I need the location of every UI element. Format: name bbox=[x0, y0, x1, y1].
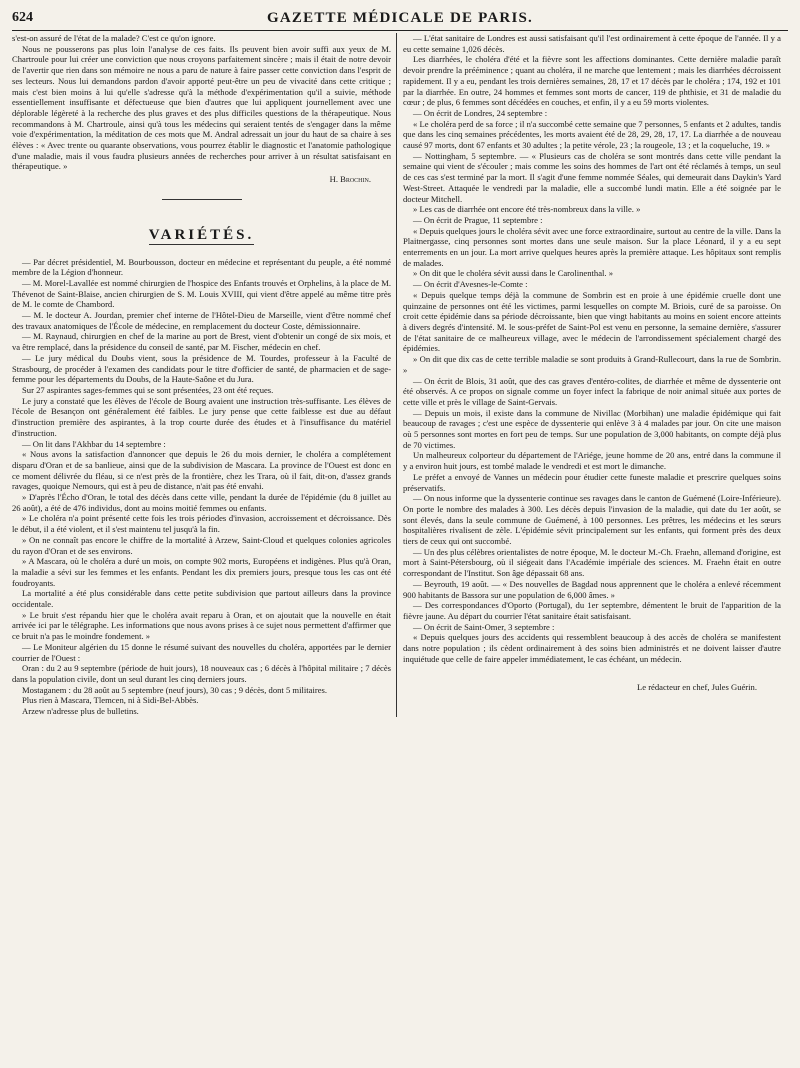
paragraph: La mortalité a été plus considérable dans cette petite subdivision que partout ailleurs dans la province occidentale. bbox=[12, 588, 391, 610]
paragraph: » On ne connaît pas encore le chiffre de la mortalité à Arzew, Saint-Cloud et quelques colonies agricoles du rayon d'Oran et de ses environs. bbox=[12, 534, 391, 556]
paragraph: — M. Morel-Lavallée est nommé chirurgien de l'hospice des Enfants trouvés et Orphelins, à la place de M. Thévenot de Saint-Blaise, ancien chirurgien de S. M. Louis XVIII, qui vient d'être appelé au même titre près de M. le comte de Chambord. bbox=[12, 277, 391, 310]
paragraph: — Beyrouth, 19 août. — « Des nouvelles de Bagdad nous apprennent que le choléra a enlevé récemment 900 habitants de Bassora sur une population de 6,000 âmes. » bbox=[403, 578, 781, 600]
paragraph: — On nous informe que la dyssenterie continue ses ravages dans le canton de Guémené (Loire-Inférieure). On porte le nombre des malades à 300. Les décès depuis l'invasion de la maladie, qui date du 1er août, se sont élevés, dans la seule commune de Guémené, à 100 personnes. Les prêtres, les médecins et les sœurs hospitalières rivalisent de zèle. L'épidémie sévit principalement sur les enfants, qui forment près des deux tiers de ceux qui ont succombé. bbox=[403, 493, 781, 547]
paragraph: — On lit dans l'Akhbar du 14 septembre : bbox=[22, 438, 166, 449]
paragraph: Le préfet a envoyé de Vannes un médecin pour étudier cette funeste maladie et prescrire quelques soins préservatifs. bbox=[403, 471, 781, 493]
paragraph: — M. Raynaud, chirurgien en chef de la marine au port de Brest, vient d'obtenir un congé de six mois, et va être remplacé, dans la présidence du conseil de santé, par M. Fischer, médecin en chef. bbox=[12, 331, 391, 353]
paragraph: » Le choléra n'a point présenté cette fois les trois périodes d'invasion, accroissement et décroissance. Dès le début, il a été violent, et il s'est maintenu tel jusqu'à la fin. bbox=[12, 513, 391, 535]
paragraph: » D'après l'Écho d'Oran, le total des décès dans cette ville, pendant la durée de l'épidémie (du 8 juillet au 26 août), a été de 476 individus, dont au moins moitié femmes ou enfants. bbox=[12, 492, 391, 513]
paragraph: Oran : du 2 au 9 septembre (période de huit jours), 18 nouveaux cas ; 6 décès à l'hôpital militaire ; 7 décès dans la population civile, dont un seul durant les cinq derniers jours. bbox=[12, 663, 391, 684]
paragraph: » A Mascara, où le choléra a duré un mois, on compte 902 morts, Européens et indigènes. Plus qu'à Oran, la maladie a sévi sur les femmes et les enfants. Pendant les dix premiers jours, presque tous les cas ont été foudroyants. bbox=[12, 556, 391, 588]
left-column bbox=[12, 33, 396, 717]
divider bbox=[162, 199, 242, 200]
masthead-title: GAZETTE MÉDICALE DE PARIS. bbox=[267, 10, 533, 26]
paragraph: « Nous avons la satisfaction d'annoncer que depuis le 26 du mois dernier, le choléra a complétement disparu d'Oran et de sa banlieue, ainsi que de la subdivision de Mascara. La province de l'Ouest est donc en ce moment délivrée du fléau, si ce n'est près de la frontière, chez les Trara, où il fait, dit-on, d'assez grands ravages, quoique Nemours, qui est à peu de distance, n'ait pas été envahi. bbox=[12, 449, 391, 492]
editor-signature: Le rédacteur en chef, Jules Guérin. bbox=[636, 682, 757, 693]
paragraph: Sur 27 aspirantes sages-femmes qui se sont présentées, 23 ont été reçues. bbox=[22, 384, 274, 395]
page-number: 624 bbox=[12, 10, 33, 25]
paragraph: — L'état sanitaire de Londres est aussi satisfaisant qu'il l'est ordinairement à cette époque de l'année. Il y a eu cette semaine 1,026 décès. bbox=[403, 33, 781, 54]
paragraph: » Les cas de diarrhée ont encore été très-nombreux dans la ville. » bbox=[413, 204, 641, 215]
right-column bbox=[397, 33, 781, 717]
paragraph: — On écrit de Blois, 31 août, que des cas graves d'entéro-colites, de diarrhée et même de dyssenterie ont été observés. A ce propos on signale comme un foyer infect la fabrique de noir animal située aux portes de cette ville et près le village de Saint-Gervais. bbox=[403, 375, 781, 407]
paragraph: « Depuis quelques jours des accidents qui ressemblent beaucoup à des accès de choléra se manifestent dans notre population ; ils cèdent ordinairement à des soins bien administrés et ne doivent laisser d'autre inquiétude que celle de faire appeler immédiatement, le cas échéant, un médecin. bbox=[403, 632, 781, 664]
paragraph: — On écrit d'Avesnes-le-Comte : bbox=[413, 279, 528, 290]
paragraph: — Un des plus célèbres orientalistes de notre époque, M. le docteur M.-Ch. Fraehn, allemand d'origine, est mort à Saint-Pétersbourg, où il siégeait dans l'Académie impériale des sciences. M. Fraehn était en outre correspondant de l'Institut. Son âge dépassait 68 ans. bbox=[403, 546, 781, 579]
paragraph: Arzew n'adresse plus de bulletins. bbox=[22, 706, 139, 717]
section-title: VARIÉTÉS. bbox=[148, 226, 255, 243]
paragraph: — On écrit de Londres, 24 septembre : bbox=[413, 107, 548, 118]
paragraph: « Depuis quelque temps déjà la commune de Sombrin est en proie à une épidémie cruelle dont une quinzaine de personnes ont été les victimes, parmi lesquelles on compte M. Briois, curé de sa paroisse. On croit cette épidémie dans sa période décroissante, bien que vingt habitants au moins en soient encore atteints à divers degrés d'intensité. M. le sous-préfet de Saint-Pol est venu en personne, la semaine dernière, s'assurer de l'état sanitaire de ce malheureux village, avec le médecin de l'arrondissement spécialement chargé des épidémies. bbox=[403, 289, 781, 354]
paragraph: « Depuis quelques jours le choléra sévit avec une force extraordinaire, surtout au centre de la ville. Dans la Plaitnergasse, cinq personnes sont mortes dans une seule maison. Sur la place Léonard, il y a eu sept enterrements en un jour. La mort arrive quelques heures après la première attaque. Les hôpitaux sont remplis de malades. bbox=[403, 225, 781, 268]
paragraph: Plus rien à Mascara, Tlemcen, ni à Sidi-Bel-Abbès. bbox=[22, 695, 199, 706]
paragraph: Mostaganem : du 28 août au 5 septembre (neuf jours), 30 cas ; 9 décès, dont 5 militaires. bbox=[22, 684, 328, 695]
paragraph: — Nottingham, 5 septembre. — « Plusieurs cas de choléra se sont montrés dans cette ville pendant la semaine qui vient de s'écouler ; mais comme les soins des hommes de l'art ont été réclamés à temps, un seul de ces cas s'est terminé par la mort. Il s'agit d'une femme nommée Séales, qui demeurait dans Daykin's Yard West-Street. Attaquée le vendredi par la maladie, elle a succombé lundi matin. Elle a été soignée par le docteur Mitchell. bbox=[403, 150, 781, 204]
paragraph: — On écrit de Saint-Omer, 3 septembre : bbox=[413, 621, 555, 632]
paragraph: » Le bruit s'est répandu hier que le choléra avait reparu à Oran, et on ajoutait que la nouvelle en était arrivée ici par le télégraphe. Les informations que nous avons prises à ce sujet nous permettent d'affirmer que ce bruit n'a pas le moindre fondement. » bbox=[12, 609, 391, 642]
paragraph: — M. le docteur A. Jourdan, premier chef interne de l'Hôtel-Dieu de Marseille, vient d'être nommé chef des travaux anatomiques de l'École de médecine, en remplacement du docteur Coste, démissionnaire. bbox=[12, 310, 391, 331]
paragraph: — On écrit de Prague, 11 septembre : bbox=[413, 214, 543, 225]
paragraph: Un malheureux colporteur du département de l'Ariége, jeune homme de 20 ans, entré dans la commune il y a environ huit jours, est tombé malade le vendredi et est mort le dimanche. bbox=[403, 450, 781, 472]
paragraph: Le jury a constaté que les élèves de l'école de Bourg avaient une instruction très-suffisante. Les élèves de l'école de Besançon ont généralement été faibles. Le jury pense que cette faiblesse est due au défaut d'instruction première des aspirantes, à la trop courte durée des études et à l'insuffisance du matériel d'instruction. bbox=[12, 395, 391, 438]
paragraph: — Des correspondances d'Oporto (Portugal), du 1er septembre, démentent le bruit de l'apparition de la fièvre jaune. Au départ du courrier l'état sanitaire était satisfaisant. bbox=[403, 600, 781, 621]
paragraph: — Le Moniteur algérien du 15 donne le résumé suivant des nouvelles du choléra, apportées par le dernier courrier de l'Ouest : bbox=[12, 641, 391, 663]
paragraph: » On dit que dix cas de cette terrible maladie se sont produits à Grand-Rullecourt, dans la rue de Sombrin. » bbox=[403, 354, 781, 375]
paragraph: « Le choléra perd de sa force ; il n'a succombé cette semaine que 7 personnes, 5 enfants et 2 adultes, tandis que dans les cinq semaines précédentes, les morts avaient été de 28, 29, 28, 17, 17. La diarrhée a de nouveau causé 97 morts, dont 67 enfants et 30 adultes ; la petite vérole, 23 ; la rougeole, 13 ; et la coqueluche, 19. » bbox=[403, 118, 781, 151]
paragraph: » On dit que le choléra sévit aussi dans le Carolinenthal. » bbox=[413, 268, 613, 279]
paragraph: — Depuis un mois, il existe dans la commune de Nivillac (Morbihan) une maladie épidémique qui fait beaucoup de ravages ; c'est une espèce de dyssenterie qui enlève 3 à 4 malades par jour. On cite une maison où 5 personnes sont mortes en fort peu de temps. Sur une population de 3,000 habitants, on compte déjà plus de 70 victimes. bbox=[403, 407, 781, 450]
author-signature: H. Brochin. bbox=[329, 174, 371, 185]
page-header bbox=[12, 8, 788, 31]
paragraph: — Par décret présidentiel, M. Bourbousson, docteur en médecine et représentant du peuple, a été nommé membre de la Légion d'honneur. bbox=[12, 256, 391, 278]
paragraph: s'est-on assuré de l'état de la malade? C'est ce qu'on ignore. bbox=[12, 33, 216, 43]
paragraph: — Le jury médical du Doubs vient, sous la présidence de M. Tourdes, professeur à la Faculté de Strasbourg, de procéder à l'examen des candidats pour le titre d'officier de santé, de pharmacien et de sage-femme pour les départements du Doubs, de la Haute-Saône et du Jura. bbox=[12, 352, 391, 385]
columns bbox=[12, 33, 788, 717]
paragraph: Les diarrhées, le choléra d'été et la fièvre sont les affections dominantes. Cette dernière maladie paraît devoir prendre la prééminence ; quant au choléra, il ne marche que lentement ; mais les diarrhées décroissent rapidement. Il y a eu, pendant les trois dernières semaines, 28, 17 et 17 décès par le choléra ; 174, 192 et 101 par la diarrhée. En outre, 24 hommes et femmes sont morts de cancer, 119 de phthisie, et 31 de maladie du cœur ; de plus, 6 femmes sont décédées en couches, et enfin, il y a eu 59 morts violentes. bbox=[403, 54, 781, 108]
paragraph: Nous ne pousserons pas plus loin l'analyse de ces faits. Ils peuvent bien avoir suffi aux yeux de M. Chartroule pour lui créer une conviction que nous croyons parfaitement sincère ; mais il était de notre devoir de l'avertir que rien dans son mémoire ne nous a paru de nature à faire passer cette conviction dans l'esprit de ses lecteurs. Nous lui demandons pardon d'avoir apporté peut-être un peu de vivacité dans cette critique ; mais c'est bien moins à lui qu'elle s'adresse qu'à la méthode d'expérimentation qu'il a suivie, méthode essentiellement insuffisante et défectueuse que bien d'autres que lui appliquent journellement avec une déplorable légèreté à la recherche des plus graves et des plus difficiles questions de la thérapeutique. Nous recommandons à M. Chartroule, ainsi qu'à tous les médecins qui seraient tentés de s'engager dans la même voie d'expérimentation, la méditation de ces mots que M. Andral adressait un jour du haut de sa chaire à ses élèves : « Avec trente ou quarante observations, vous pourrez établir le diagnostic et l'anatomie pathologique d'une maladie, mais il vous faudra plusieurs années de recherches pour arriver à un résultat satisfaisant en thérapeutique. » bbox=[12, 43, 391, 172]
